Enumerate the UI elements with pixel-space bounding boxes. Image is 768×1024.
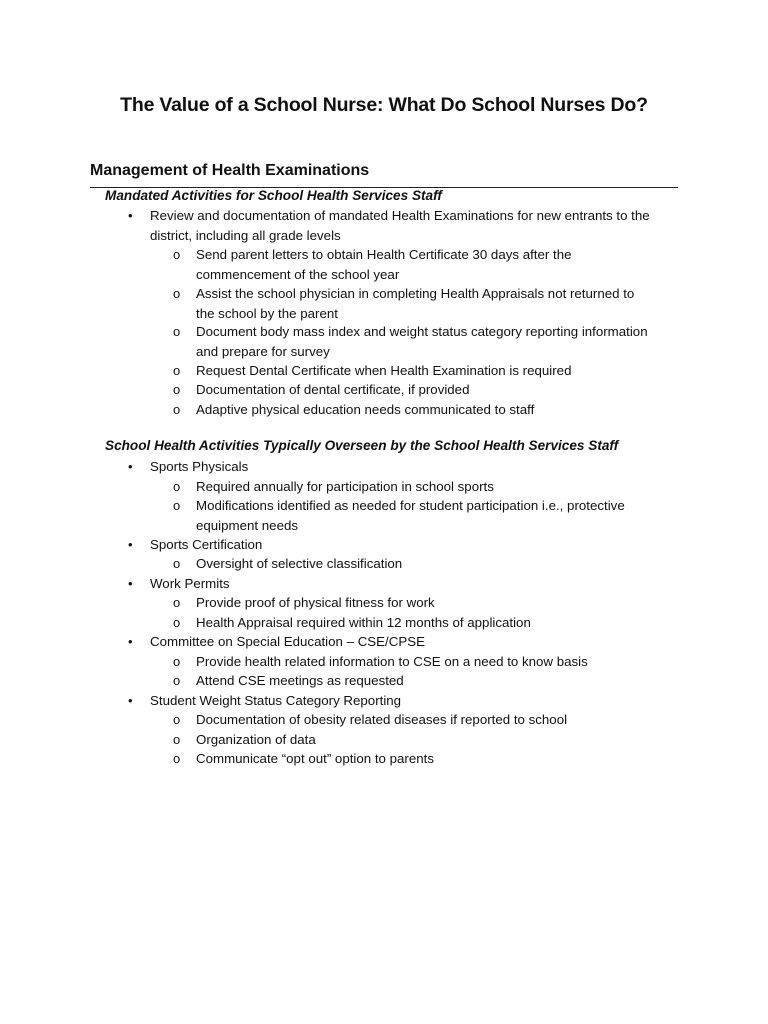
group1-item-1 bbox=[128, 206, 670, 245]
sub-bullet-icon: o bbox=[173, 556, 181, 571]
list-item-text: Documentation of dental certificate, if provided bbox=[196, 382, 470, 397]
group2-item-1-sub-1 bbox=[173, 477, 656, 497]
sub-bullet-icon: o bbox=[173, 479, 181, 494]
list-item-text: Adaptive physical education needs communicated to staff bbox=[196, 402, 535, 417]
list-item-text: Health Appraisal required within 12 months of application bbox=[196, 615, 531, 630]
sub-bullet-icon: o bbox=[173, 615, 181, 630]
group1-item-1-sub-6 bbox=[173, 400, 656, 420]
group2-item-5 bbox=[128, 691, 670, 711]
list-item-text: Request Dental Certificate when Health Examination is required bbox=[196, 363, 572, 378]
sub-bullet-icon: o bbox=[173, 286, 181, 301]
group2-item-1 bbox=[128, 457, 670, 477]
bullet-icon: • bbox=[128, 634, 133, 649]
group1-item-1-sub-3 bbox=[173, 322, 656, 361]
group1-item-1-sub-2 bbox=[173, 284, 656, 323]
group1-item-1-sub-1 bbox=[173, 245, 656, 284]
group2-item-4-sub-1 bbox=[173, 652, 656, 672]
list-item-text: Document body mass index and weight status category reporting information and prepare for survey bbox=[196, 324, 648, 359]
group2-item-2-sub-1 bbox=[173, 554, 656, 574]
list-item-text: Oversight of selective classification bbox=[196, 556, 403, 571]
list-item-text: Sports Physicals bbox=[150, 459, 249, 474]
group2-subheading: School Health Activities Typically Overseen by the School Health Services Staff bbox=[105, 438, 619, 453]
sub-bullet-icon: o bbox=[173, 751, 181, 766]
list-item-text: Review and documentation of mandated Health Examinations for new entrants to the district, including all grade levels bbox=[150, 208, 650, 243]
group2-item-4-sub-2 bbox=[173, 671, 656, 691]
group2-item-3 bbox=[128, 574, 670, 594]
sub-bullet-icon: o bbox=[173, 363, 181, 378]
sub-bullet-icon: o bbox=[173, 673, 181, 688]
sub-bullet-icon: o bbox=[173, 382, 181, 397]
group1-subheading: Mandated Activities for School Health Services Staff bbox=[105, 188, 442, 203]
sub-bullet-icon: o bbox=[173, 402, 181, 417]
group2-item-3-sub-1 bbox=[173, 593, 656, 613]
bullet-icon: • bbox=[128, 208, 133, 223]
group2-item-5-sub-3 bbox=[173, 749, 656, 769]
bullet-icon: • bbox=[128, 576, 133, 591]
list-item-text: Committee on Special Education – CSE/CPSE bbox=[150, 634, 425, 649]
section-heading: Management of Health Examinations bbox=[90, 162, 678, 188]
list-item-text: Organization of data bbox=[196, 732, 316, 747]
bullet-icon: • bbox=[128, 459, 133, 474]
sub-bullet-icon: o bbox=[173, 247, 181, 262]
sub-bullet-icon: o bbox=[173, 732, 181, 747]
sub-bullet-icon: o bbox=[173, 595, 181, 610]
list-item-text: Work Permits bbox=[150, 576, 230, 591]
group2-item-4 bbox=[128, 632, 670, 652]
bullet-icon: • bbox=[128, 537, 133, 552]
group2-item-5-sub-1 bbox=[173, 710, 656, 730]
group2-item-2 bbox=[128, 535, 670, 555]
list-item-text: Modifications identified as needed for student participation i.e., protective equipment needs bbox=[196, 498, 625, 533]
list-item-text: Send parent letters to obtain Health Certificate 30 days after the commencement of the school year bbox=[196, 247, 572, 282]
bullet-icon: • bbox=[128, 693, 133, 708]
list-item-text: Sports Certification bbox=[150, 537, 263, 552]
group2-item-1-sub-2 bbox=[173, 496, 656, 535]
list-item-text: Required annually for participation in school sports bbox=[196, 479, 494, 494]
list-item-text: Provide proof of physical fitness for work bbox=[196, 595, 435, 610]
group1-item-1-sub-5 bbox=[173, 380, 656, 400]
list-item-text: Provide health related information to CSE on a need to know basis bbox=[196, 654, 588, 669]
group2-item-3-sub-2 bbox=[173, 613, 656, 633]
group2-item-5-sub-2 bbox=[173, 730, 656, 750]
sub-bullet-icon: o bbox=[173, 712, 181, 727]
sub-bullet-icon: o bbox=[173, 324, 181, 339]
page-title: The Value of a School Nurse: What Do School Nurses Do? bbox=[120, 94, 648, 116]
list-item-text: Assist the school physician in completing Health Appraisals not returned to the school by the parent bbox=[196, 286, 635, 321]
sub-bullet-icon: o bbox=[173, 498, 181, 513]
list-item-text: Student Weight Status Category Reporting bbox=[150, 693, 402, 708]
sub-bullet-icon: o bbox=[173, 654, 181, 669]
list-item-text: Attend CSE meetings as requested bbox=[196, 673, 404, 688]
list-item-text: Documentation of obesity related diseases if reported to school bbox=[196, 712, 568, 727]
list-item-text: Communicate “opt out” option to parents bbox=[196, 751, 434, 766]
group1-item-1-sub-4 bbox=[173, 361, 656, 381]
